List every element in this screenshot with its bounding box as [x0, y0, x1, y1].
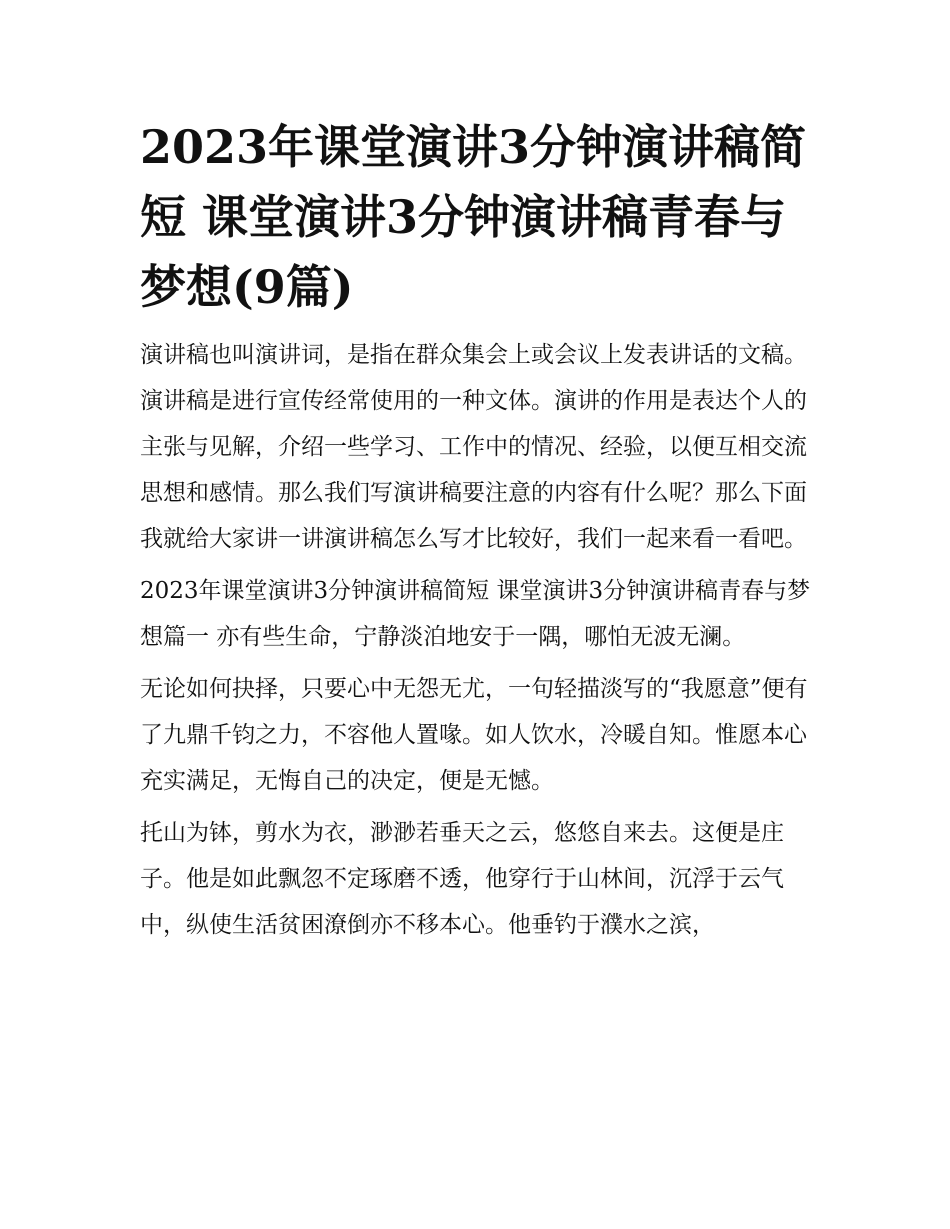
paragraph-zhuangzi: 托山为钵，剪水为衣，渺渺若垂天之云，悠悠自来去。这便是庄子。他是如此飘忽不定琢磨不透，他穿行于山林间，沉浮于云气中，纵使生活贫困潦倒亦不移本心。他垂钓于濮水之滨， [140, 820, 784, 938]
document-body [140, 112, 820, 954]
paragraph-section-one-heading: 2023年课堂演讲3分钟演讲稿简短 课堂演讲3分钟演讲稿青春与梦想篇一 亦有些生命，宁静淡泊地安于一隅，哪怕无波无澜。 [140, 578, 811, 650]
document-title: 2023年课堂演讲3分钟演讲稿简短 课堂演讲3分钟演讲稿青春与梦想(9篇) [140, 120, 807, 314]
paragraph-choice: 无论如何抉择，只要心中无怨无尤，一句轻描淡写的“我愿意”便有了九鼎千钧之力，不容他人置喙。如人饮水，冷暖自知。惟愿本心充实满足，无悔自己的决定，便是无憾。 [140, 676, 808, 794]
paragraph-intro: 演讲稿也叫演讲词，是指在群众集会上或会议上发表讲话的文稿。演讲稿是进行宣传经常使用的一种文体。演讲的作用是表达个人的主张与见解，介绍一些学习、工作中的情况、经验，以便互相交流思想和感情。那么我们写演讲稿要注意的内容有什么呢？那么下面我就给大家讲一讲演讲稿怎么写才比较好，我们一起来看一看吧。 [140, 342, 807, 552]
